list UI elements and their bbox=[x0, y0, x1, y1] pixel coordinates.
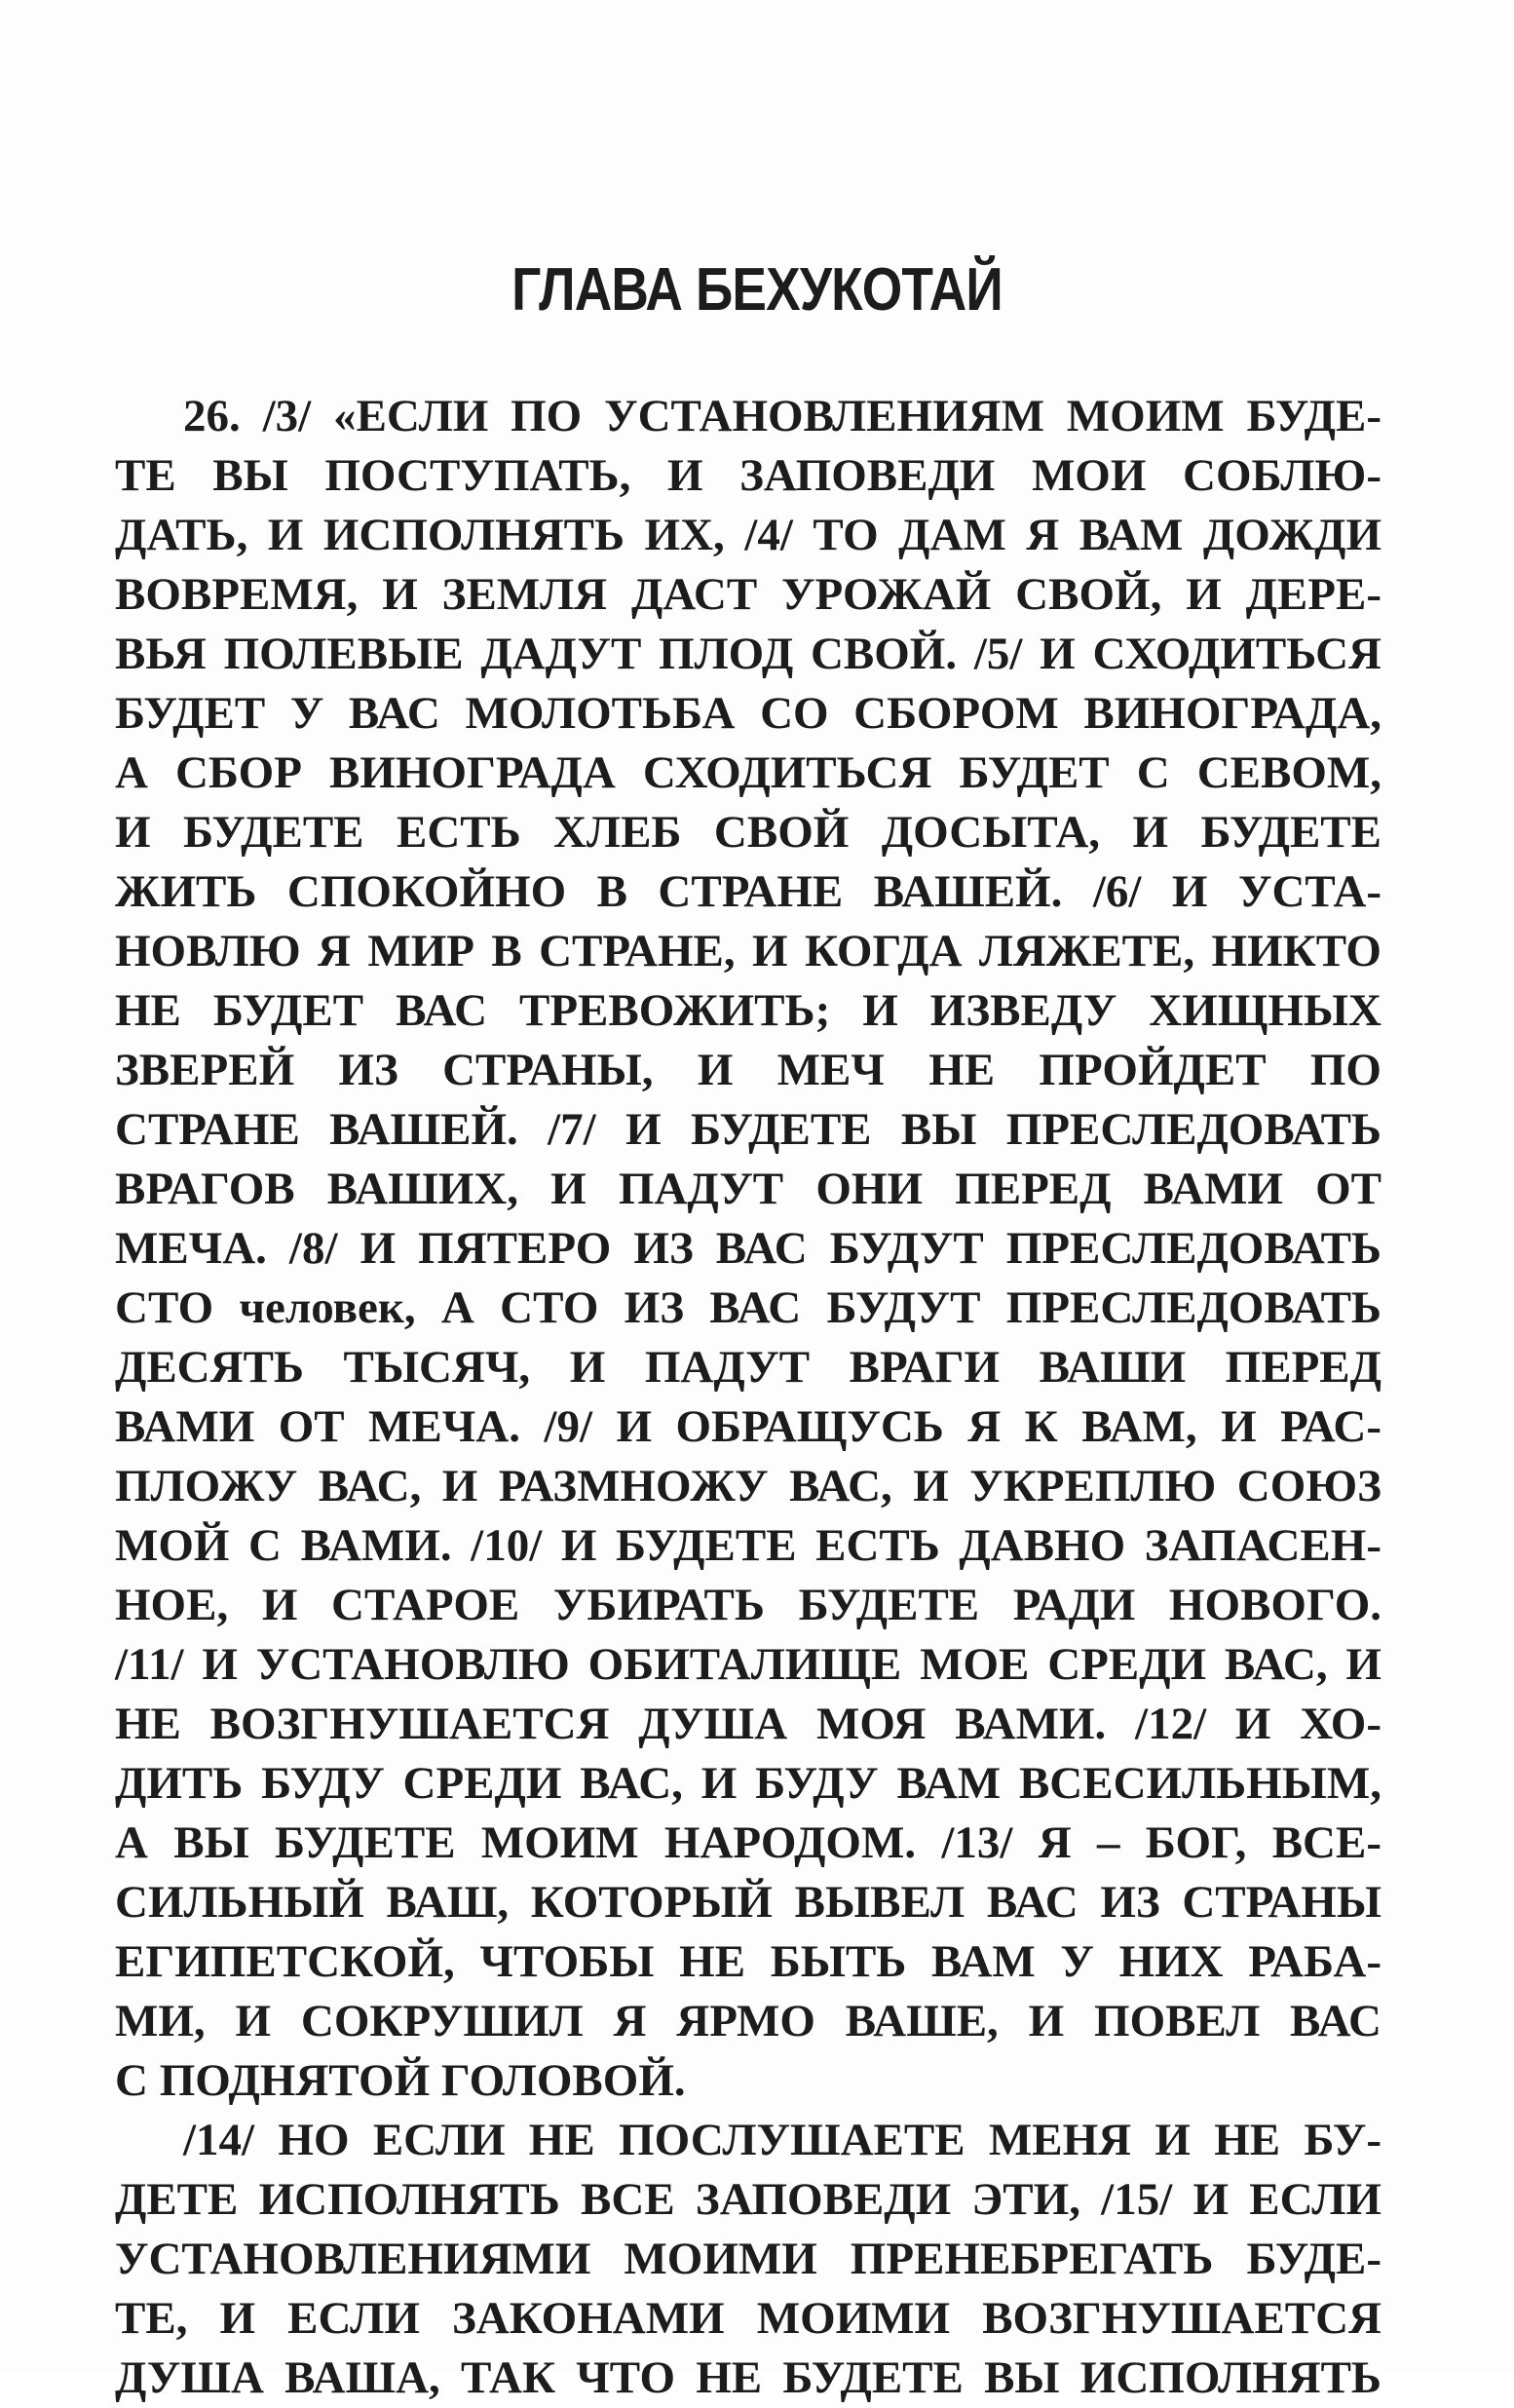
text-line: ТЕ ВЫ ПОСТУПАТЬ, И ЗАПОВЕДИ МОИ СОБЛЮ- bbox=[115, 450, 1382, 501]
text-line: НОВЛЮ Я МИР В СТРАНЕ, И КОГДА ЛЯЖЕТЕ, НИКТО bbox=[115, 926, 1382, 976]
text-line: СИЛЬНЫЙ ВАШ, КОТОРЫЙ ВЫВЕЛ ВАС ИЗ СТРАНЫ bbox=[115, 1877, 1382, 1928]
text-line: ПЛОЖУ ВАС, И РАЗМНОЖУ ВАС, И УКРЕПЛЮ СОЮЗ bbox=[115, 1461, 1382, 1511]
text-line: НОЕ, И СТАРОЕ УБИРАТЬ БУДЕТЕ РАДИ НОВОГО. bbox=[115, 1580, 1382, 1630]
text-line: С ПОДНЯТОЙ ГОЛОВОЙ. bbox=[115, 2055, 686, 2106]
body-text bbox=[115, 387, 1382, 2408]
text-line: ДАТЬ, И ИСПОЛНЯТЬ ИХ, /4/ ТО ДАМ Я ВАМ ДОЖДИ bbox=[115, 510, 1382, 560]
text-line: ТЕ, И ЕСЛИ ЗАКОНАМИ МОИМИ ВОЗГНУШАЕТСЯ bbox=[115, 2293, 1382, 2344]
text-line: ДИТЬ БУДУ СРЕДИ ВАС, И БУДУ ВАМ ВСЕСИЛЬНЫМ, bbox=[115, 1758, 1382, 1809]
text-line: А ВЫ БУДЕТЕ МОИМ НАРОДОМ. /13/ Я – БОГ, ВСЕ- bbox=[115, 1817, 1382, 1868]
text-line: НЕ БУДЕТ ВАС ТРЕВОЖИТЬ; И ИЗВЕДУ ХИЩНЫХ bbox=[115, 985, 1382, 1036]
text-line: ЗВЕРЕЙ ИЗ СТРАНЫ, И МЕЧ НЕ ПРОЙДЕТ ПО bbox=[115, 1045, 1382, 1095]
text-line: ВЬЯ ПОЛЕВЫЕ ДАДУТ ПЛОД СВОЙ. /5/ И СХОДИТЬСЯ bbox=[115, 629, 1382, 679]
text-line: ЕГИПЕТСКОЙ, ЧТОБЫ НЕ БЫТЬ ВАМ У НИХ РАБА- bbox=[115, 1936, 1382, 1987]
text-line: СТО человек, А СТО ИЗ ВАС БУДУТ ПРЕСЛЕДОВАТЬ bbox=[115, 1282, 1382, 1333]
text-line: НЕ ВОЗГНУШАЕТСЯ ДУША МОЯ ВАМИ. /12/ И ХО- bbox=[115, 1699, 1382, 1749]
text-line: /11/ И УСТАНОВЛЮ ОБИТАЛИЩЕ МОЕ СРЕДИ ВАС, И bbox=[115, 1639, 1382, 1690]
text-line: ДУША ВАША, ТАК ЧТО НЕ БУДЕТЕ ВЫ ИСПОЛНЯТЬ bbox=[115, 2352, 1382, 2403]
text-line: УСТАНОВЛЕНИЯМИ МОИМИ ПРЕНЕБРЕГАТЬ БУДЕ- bbox=[115, 2234, 1382, 2284]
text-line: МЕЧА. /8/ И ПЯТЕРО ИЗ ВАС БУДУТ ПРЕСЛЕДОВАТЬ bbox=[115, 1223, 1382, 1274]
text-line: /14/ НО ЕСЛИ НЕ ПОСЛУШАЕТЕ МЕНЯ И НЕ БУ- bbox=[183, 2115, 1382, 2165]
text-line: БУДЕТ У ВАС МОЛОТЬБА СО СБОРОМ ВИНОГРАДА, bbox=[115, 688, 1382, 739]
text-line: МИ, И СОКРУШИЛ Я ЯРМО ВАШЕ, И ПОВЕЛ ВАС bbox=[115, 1996, 1382, 2046]
text-line: ВРАГОВ ВАШИХ, И ПАДУТ ОНИ ПЕРЕД ВАМИ ОТ bbox=[115, 1164, 1382, 1214]
text-line: А СБОР ВИНОГРАДА СХОДИТЬСЯ БУДЕТ С СЕВОМ, bbox=[115, 747, 1382, 798]
text-line: 26. /3/ «ЕСЛИ ПО УСТАНОВЛЕНИЯМ МОИМ БУДЕ- bbox=[183, 391, 1382, 441]
text-line: СТРАНЕ ВАШЕЙ. /7/ И БУДЕТЕ ВЫ ПРЕСЛЕДОВАТЬ bbox=[115, 1104, 1382, 1155]
text-line: И БУДЕТЕ ЕСТЬ ХЛЕБ СВОЙ ДОСЫТА, И БУДЕТЕ bbox=[115, 807, 1382, 858]
text-line: ВОВРЕМЯ, И ЗЕМЛЯ ДАСТ УРОЖАЙ СВОЙ, И ДЕРЕ- bbox=[115, 569, 1382, 620]
chapter-title: ГЛАВА БЕХУКОТАЙ bbox=[511, 256, 1003, 324]
text-line: МОЙ С ВАМИ. /10/ И БУДЕТЕ ЕСТЬ ДАВНО ЗАПАСЕН- bbox=[115, 1520, 1382, 1571]
text-line: ВАМИ ОТ МЕЧА. /9/ И ОБРАЩУСЬ Я К ВАМ, И РАС- bbox=[115, 1401, 1382, 1452]
text-line: ДЕСЯТЬ ТЫСЯЧ, И ПАДУТ ВРАГИ ВАШИ ПЕРЕД bbox=[115, 1342, 1382, 1393]
text-line: ДЕТЕ ИСПОЛНЯТЬ ВСЕ ЗАПОВЕДИ ЭТИ, /15/ И ЕСЛИ bbox=[115, 2174, 1382, 2225]
text-line: ЖИТЬ СПОКОЙНО В СТРАНЕ ВАШЕЙ. /6/ И УСТА- bbox=[115, 866, 1382, 917]
